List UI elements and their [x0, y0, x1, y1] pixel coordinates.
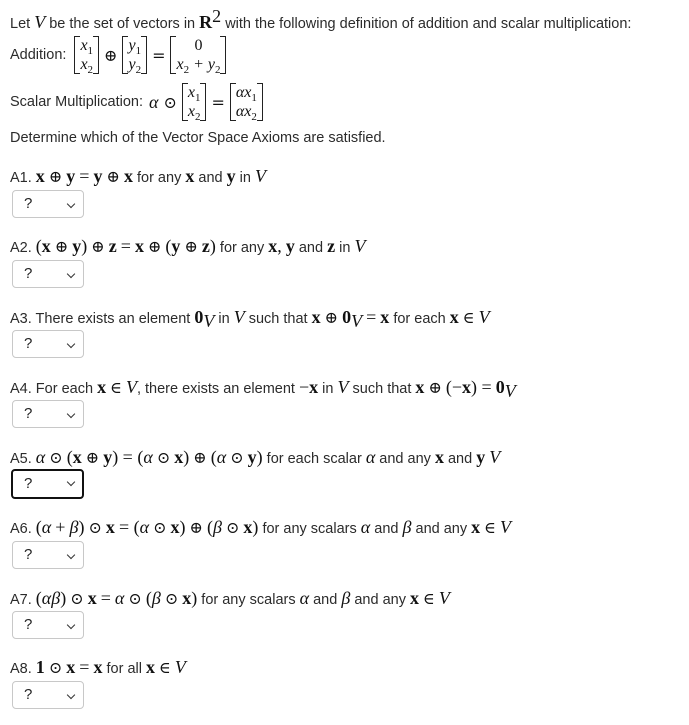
axiom-id: A6. [10, 521, 32, 537]
select-value: ? [24, 265, 33, 282]
matrix-entry: $x_1$ [80, 37, 94, 58]
addition-definition [10, 36, 226, 77]
matrix-entry: $y_2$ [128, 56, 142, 77]
axiom-text: For each [35, 381, 94, 397]
reals-symbol: R [199, 12, 213, 32]
axiom-a7-select[interactable] [12, 611, 84, 639]
lhs-vector-y [122, 36, 147, 77]
chevron-down-icon [67, 340, 75, 348]
chevron-down-icon [67, 551, 75, 559]
axiom-text: and [313, 592, 338, 608]
axiom-a5: A5. α ⊙ (x ⊕ y) = (α ⊙ x) ⊕ (α ⊙ y) for each scalar α and any x and y V [10, 447, 501, 467]
axiom-text: for any scalars [201, 592, 296, 608]
scalar-input-vector [182, 83, 207, 124]
axiom-text: and any [354, 592, 406, 608]
matrix-entry: $x_2$ [187, 103, 201, 124]
axiom-id: A7. [10, 592, 32, 608]
axiom-a6: A6. (α + β) ⊙ x = (α ⊙ x) ⊕ (β ⊙ x) for any scalars α and β and any x ∈ V [10, 517, 512, 537]
set-symbol: V [34, 12, 46, 32]
select-value: ? [24, 195, 33, 212]
chevron-down-icon [67, 270, 75, 278]
matrix-entry: $\alpha x_2$ [235, 103, 257, 124]
axiom-text: and [298, 240, 324, 256]
axiom-text: in [322, 381, 334, 397]
instruction-text: Determine which of the Vector Space Axioms are satisfied. [10, 130, 386, 146]
axiom-a4: A4. For each x ∈ V, there exists an element −x in V such that x ⊕ $(-x) = 0_V$ [10, 377, 516, 401]
axiom-text: and [198, 170, 223, 186]
select-value: ? [24, 546, 33, 563]
matrix-entry: 0 [194, 37, 203, 54]
axiom-a2-select[interactable] [12, 260, 84, 288]
axiom-text: and any [415, 521, 468, 537]
alpha-symbol: α [148, 91, 159, 112]
select-value: ? [24, 475, 33, 492]
axiom-a5-select[interactable] [11, 469, 84, 499]
axiom-id: A5. [10, 451, 32, 467]
matrix-entry: $x_1$ [187, 84, 201, 105]
axiom-text: There exists an element [35, 311, 191, 327]
axiom-text: for each scalar [266, 451, 362, 467]
axiom-id: A3. [10, 311, 32, 327]
equals-symbol: = [152, 45, 166, 65]
intro-be: be the set of vectors in [49, 16, 196, 32]
intro-line [10, 6, 632, 33]
axiom-a8: A8. 1 ⊙ x = x for all x ∈ V [10, 657, 186, 677]
oplus-symbol: ⊕ [104, 45, 118, 65]
axiom-a4-select[interactable] [12, 400, 84, 428]
axiom-id: A8. [10, 661, 32, 677]
axiom-text: in [239, 170, 251, 186]
chevron-down-icon [67, 410, 75, 418]
axiom-id: A4. [10, 381, 32, 397]
intro-rest: with the following definition of addition and scalar multiplication: [225, 16, 632, 32]
axiom-text: for any [136, 170, 182, 186]
axiom-text: in [339, 240, 351, 256]
axiom-text: such that [248, 311, 308, 327]
select-value: ? [24, 335, 33, 352]
matrix-entry: $x_2$ [80, 56, 94, 77]
odot-symbol: ⊙ [163, 92, 177, 112]
matrix-entry: $y_1$ [128, 37, 142, 58]
addition-result-vector [170, 36, 226, 77]
axiom-a3-select[interactable] [12, 330, 84, 358]
axiom-id: A1. [10, 170, 32, 186]
axiom-text: and any [379, 451, 431, 467]
axiom-id: A2. [10, 240, 32, 256]
axiom-a3: A3. There exists an element $0_V$ in V such that x ⊕ $0_V = x$ for each x ∈ V [10, 307, 490, 331]
equals-symbol: = [211, 92, 225, 112]
lhs-vector-x [74, 36, 99, 77]
matrix-entry: $x_2 + y_2$ [176, 56, 221, 77]
chevron-down-icon [67, 478, 75, 486]
axiom-a1-select[interactable] [12, 190, 84, 218]
chevron-down-icon [67, 691, 75, 699]
intro-lead: Let [10, 16, 31, 32]
addition-label: Addition: [10, 47, 67, 63]
axiom-a2: A2. (x ⊕ y) ⊕ z = x ⊕ (y ⊕ z) for any x, y and z in V [10, 236, 366, 256]
axiom-text: for each [393, 311, 446, 327]
axiom-text: for all [106, 661, 142, 677]
axiom-text: for any scalars [262, 521, 357, 537]
axiom-a8-select[interactable] [12, 681, 84, 709]
axiom-a6-select[interactable] [12, 541, 84, 569]
select-value: ? [24, 616, 33, 633]
axiom-text: , there exists an element [136, 381, 295, 397]
axiom-text: and [374, 521, 399, 537]
reals-exponent: 2 [212, 6, 222, 27]
axiom-text: and [447, 451, 473, 467]
axiom-a7: A7. (αβ) ⊙ x = α ⊙ (β ⊙ x) for any scalars α and β and any x ∈ V [10, 588, 450, 608]
scalar-result-vector [230, 83, 263, 124]
axiom-a1: A1. x ⊕ y = y ⊕ x for any x and y in V [10, 166, 266, 186]
axiom-text: such that [352, 381, 412, 397]
axiom-text: for any [219, 240, 265, 256]
axiom-text: in [218, 311, 230, 327]
scalar-definition [10, 83, 263, 124]
chevron-down-icon [67, 200, 75, 208]
select-value: ? [24, 686, 33, 703]
scalar-label: Scalar Multiplication: [10, 94, 143, 110]
matrix-entry: $\alpha x_1$ [235, 84, 257, 105]
chevron-down-icon [67, 621, 75, 629]
select-value: ? [24, 405, 33, 422]
